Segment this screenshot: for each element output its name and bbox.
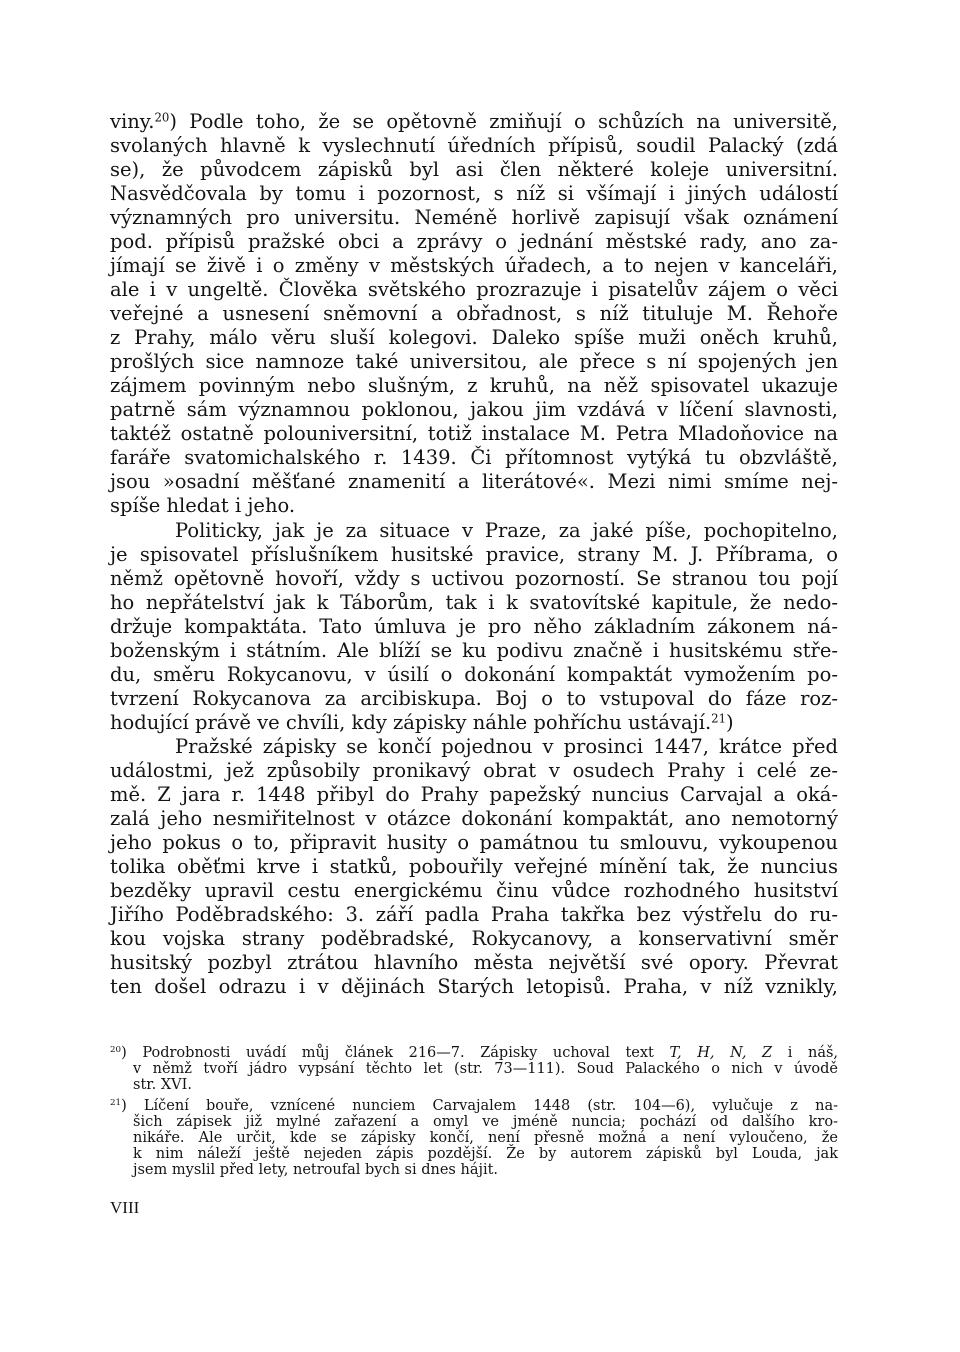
footnote-line: str. XVI. — [133, 1077, 192, 1093]
text-line: ale i v ungeltě. Člověka světského prozrazuje i pisatelův zájem o věci — [110, 278, 838, 301]
text-line: faráře svatomichalského r. 1439. Či přítomnost vytýká tu obzvláště, — [110, 446, 838, 469]
text-line: je spisovatel příslušníkem husitské pravice, strany M. J. Příbrama, o — [110, 543, 838, 566]
paragraph-first-line: Politicky, jak je za situace v Praze, za jaké píše, pochopitelno, — [175, 519, 838, 542]
text-line: ten došel odrazu i v dějinách Starých letopisů. Praha, v níž vznikly, — [110, 975, 838, 998]
text-line: zájmem povinným nebo slušným, z kruhů, na něž spisovatel ukazuje — [110, 374, 838, 397]
footnote-line: k nim náleží ještě nejeden zápis pozdější. Že by autorem zápisků byl Louda, jak — [133, 1146, 838, 1162]
text-line: událostmi, jež způsobily pronikavý obrat v osudech Prahy i celé ze- — [110, 759, 838, 782]
footnote-line: jsem myslil před lety, netroufal bych si dnes hájit. — [133, 1162, 499, 1178]
text-line: němž opětovně hovoří, vždy s uctivou pozorností. Se stranou tou pojí — [110, 567, 838, 590]
text-line: boženským i státním. Ale blíží se ku podivu značně i husitskému stře- — [110, 639, 838, 662]
text-line: taktéž ostatně polouniversitní, totiž instalace M. Petra Mladoňovice na — [110, 422, 838, 445]
text-line: zalá jeho nesmiřitelnost v otázce dokonání kompaktát, ano nemotorný — [110, 807, 838, 830]
text-line: z Prahy, málo věru sluší kolegovi. Daleko spíše muži oněch kruhů, — [110, 326, 838, 349]
footnote-line: šich zápisek již mylné zařazení a omyl ve jméně nuncia; pochází od dalšího kro- — [133, 1114, 838, 1130]
text-line: držuje kompaktáta. Tato úmluva je pro něho základním zákonem ná- — [110, 615, 838, 638]
paragraph-first-line: Pražské zápisky se končí pojednou v prosinci 1447, krátce před — [175, 735, 838, 758]
text-line: Nasvědčovala by tomu i pozornost, s níž si všímají i jiných událostí — [110, 182, 838, 205]
page-number: VIII — [110, 1198, 140, 1217]
text-line: kou vojska strany poděbradské, Rokycanovy, a konservativní směr — [110, 927, 838, 950]
text-line: jímají se živě i o změny v městských úřadech, a to nejen v kanceláři, — [110, 254, 838, 277]
text-line: svolaných hlavně k vyslechnutí úředních přípisů, soudil Palacký (zdá — [110, 134, 838, 157]
text-line: významných pro universitu. Neméně horlivě zapisují však oznámení — [110, 206, 838, 229]
text-line: bezděky upravil cestu energickému činu vůdce rozhodného husitství — [110, 879, 838, 902]
text-line: du, směru Rokycanovu, v úsilí o dokonání kompaktát vymožením po- — [110, 663, 838, 686]
text-line: tolika oběťmi krve i statků, pobouřily veřejné mínění tak, že nuncius — [110, 855, 838, 878]
text-line: prošlých sice namnoze také universitou, ale přece s ní spojených jen — [110, 350, 838, 373]
text-line: veřejné a usnesení sněmovní a obřadnost, s níž tituluje M. Řehoře — [110, 302, 838, 325]
text-line: mě. Z jara r. 1448 přibyl do Prahy papežský nuncius Carvajal a oká- — [110, 783, 838, 806]
text-line: patrně sám významnou poklonou, jakou jim vzdává v líčení slavnosti, — [110, 398, 838, 421]
text-line: jeho pokus o to, připravit husity o památnou tu smlouvu, vykoupenou — [110, 831, 838, 854]
text-line: hodující právě ve chvíli, kdy zápisky náhle pohříchu ustávají.$^{21}$) — [110, 711, 734, 734]
text-line: husitský pozbyl ztrátou hlavního města největší své opory. Převrat — [110, 951, 838, 974]
text-line: tvrzení Rokycanova za arcibiskupa. Boj o to vstupoval do fáze roz- — [110, 687, 838, 710]
text-line: ho nepřátelství jak k Táborům, tak i k svatovítské kapitule, že nedo- — [110, 591, 838, 614]
text-line: se), že původcem zápisků byl asi člen některé koleje universitní. — [110, 158, 838, 181]
footnote-line: $^{20}$) Podrobnosti uvádí můj článek 216—7. Zápisky uchoval text T, H, N, Z i náš, — [110, 1045, 839, 1061]
text-line: Jiřího Poděbradského: 3. září padla Praha takřka bez výstřelu do ru- — [110, 903, 838, 926]
text-line: spíše hledat i jeho. — [110, 494, 296, 517]
text-line: jsou »osadní měšťané znamenití a literátové«. Mezi nimi smíme nej- — [110, 470, 838, 493]
text-line: pod. přípisů pražské obci a zprávy o jednání městské rady, ano za- — [110, 230, 838, 253]
footnote-line: nikáře. Ale určit, kde se zápisky končí, není přesně možná a není vyloučeno, že — [133, 1130, 838, 1146]
text-line: viny.$^{20}$) Podle toho, že se opětovně zmiňují o schůzích na universitě, — [110, 110, 838, 133]
footnote-line: v němž tvoří jádro vypsání těchto let (str. 73—111). Soud Palackého o nich v úvodě — [133, 1061, 838, 1077]
footnote-line: $^{21}$) Líčení bouře, vznícené nunciem Carvajalem 1448 (str. 104—6), vylučuje z na- — [110, 1098, 838, 1114]
